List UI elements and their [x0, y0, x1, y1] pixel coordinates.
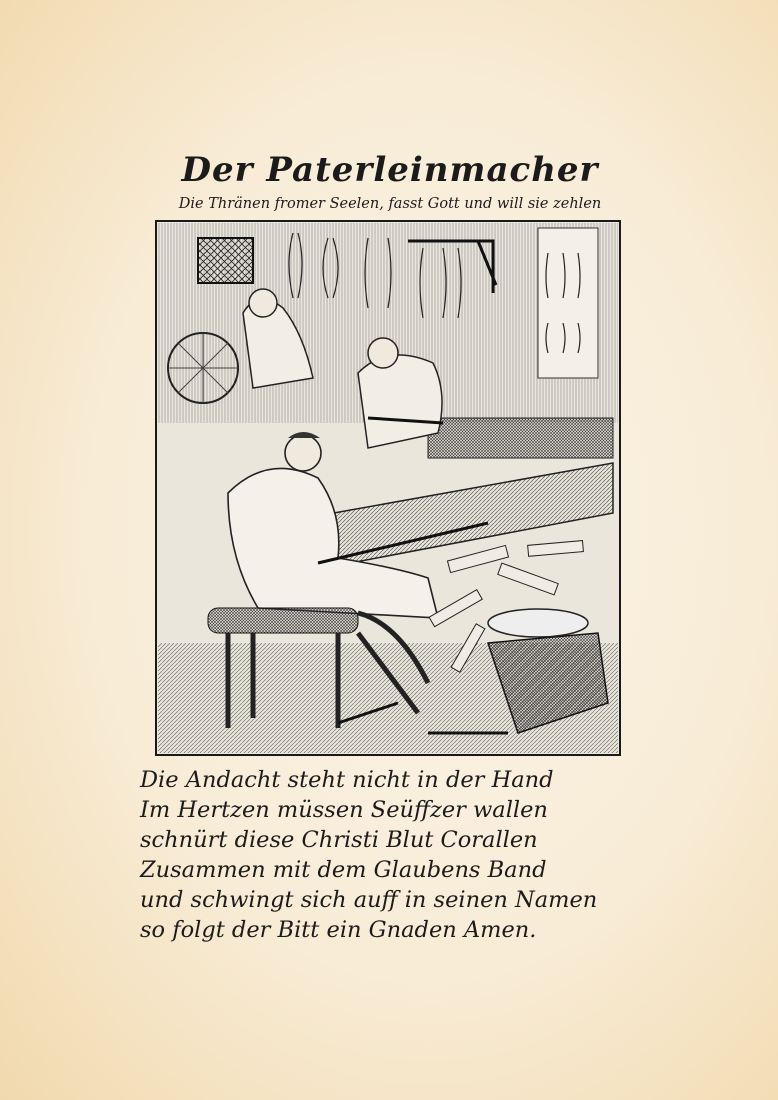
- verse-line: so folgt der Bitt ein Gnaden Amen.: [140, 917, 537, 943]
- subtitle: Die Thränen fromer Seelen, fasst Gott und will sie zehlen: [178, 196, 602, 212]
- verse-line: schnürt diese Christi Blut Corallen: [140, 827, 538, 853]
- verse-line: und schwingt sich auff in seinen Namen: [140, 887, 598, 913]
- verse-line: Im Hertzen müssen Seüffzer wallen: [140, 797, 548, 823]
- verse-line: Die Andacht steht nicht in der Hand: [140, 767, 554, 793]
- verse: [140, 765, 640, 945]
- illustration-frame: [155, 220, 621, 756]
- engraving-bead-makers-workshop-icon: [158, 223, 618, 753]
- page-title: Der Paterleinmacher: [181, 150, 599, 190]
- verse-line: Zusammen mit dem Glaubens Band: [140, 857, 547, 883]
